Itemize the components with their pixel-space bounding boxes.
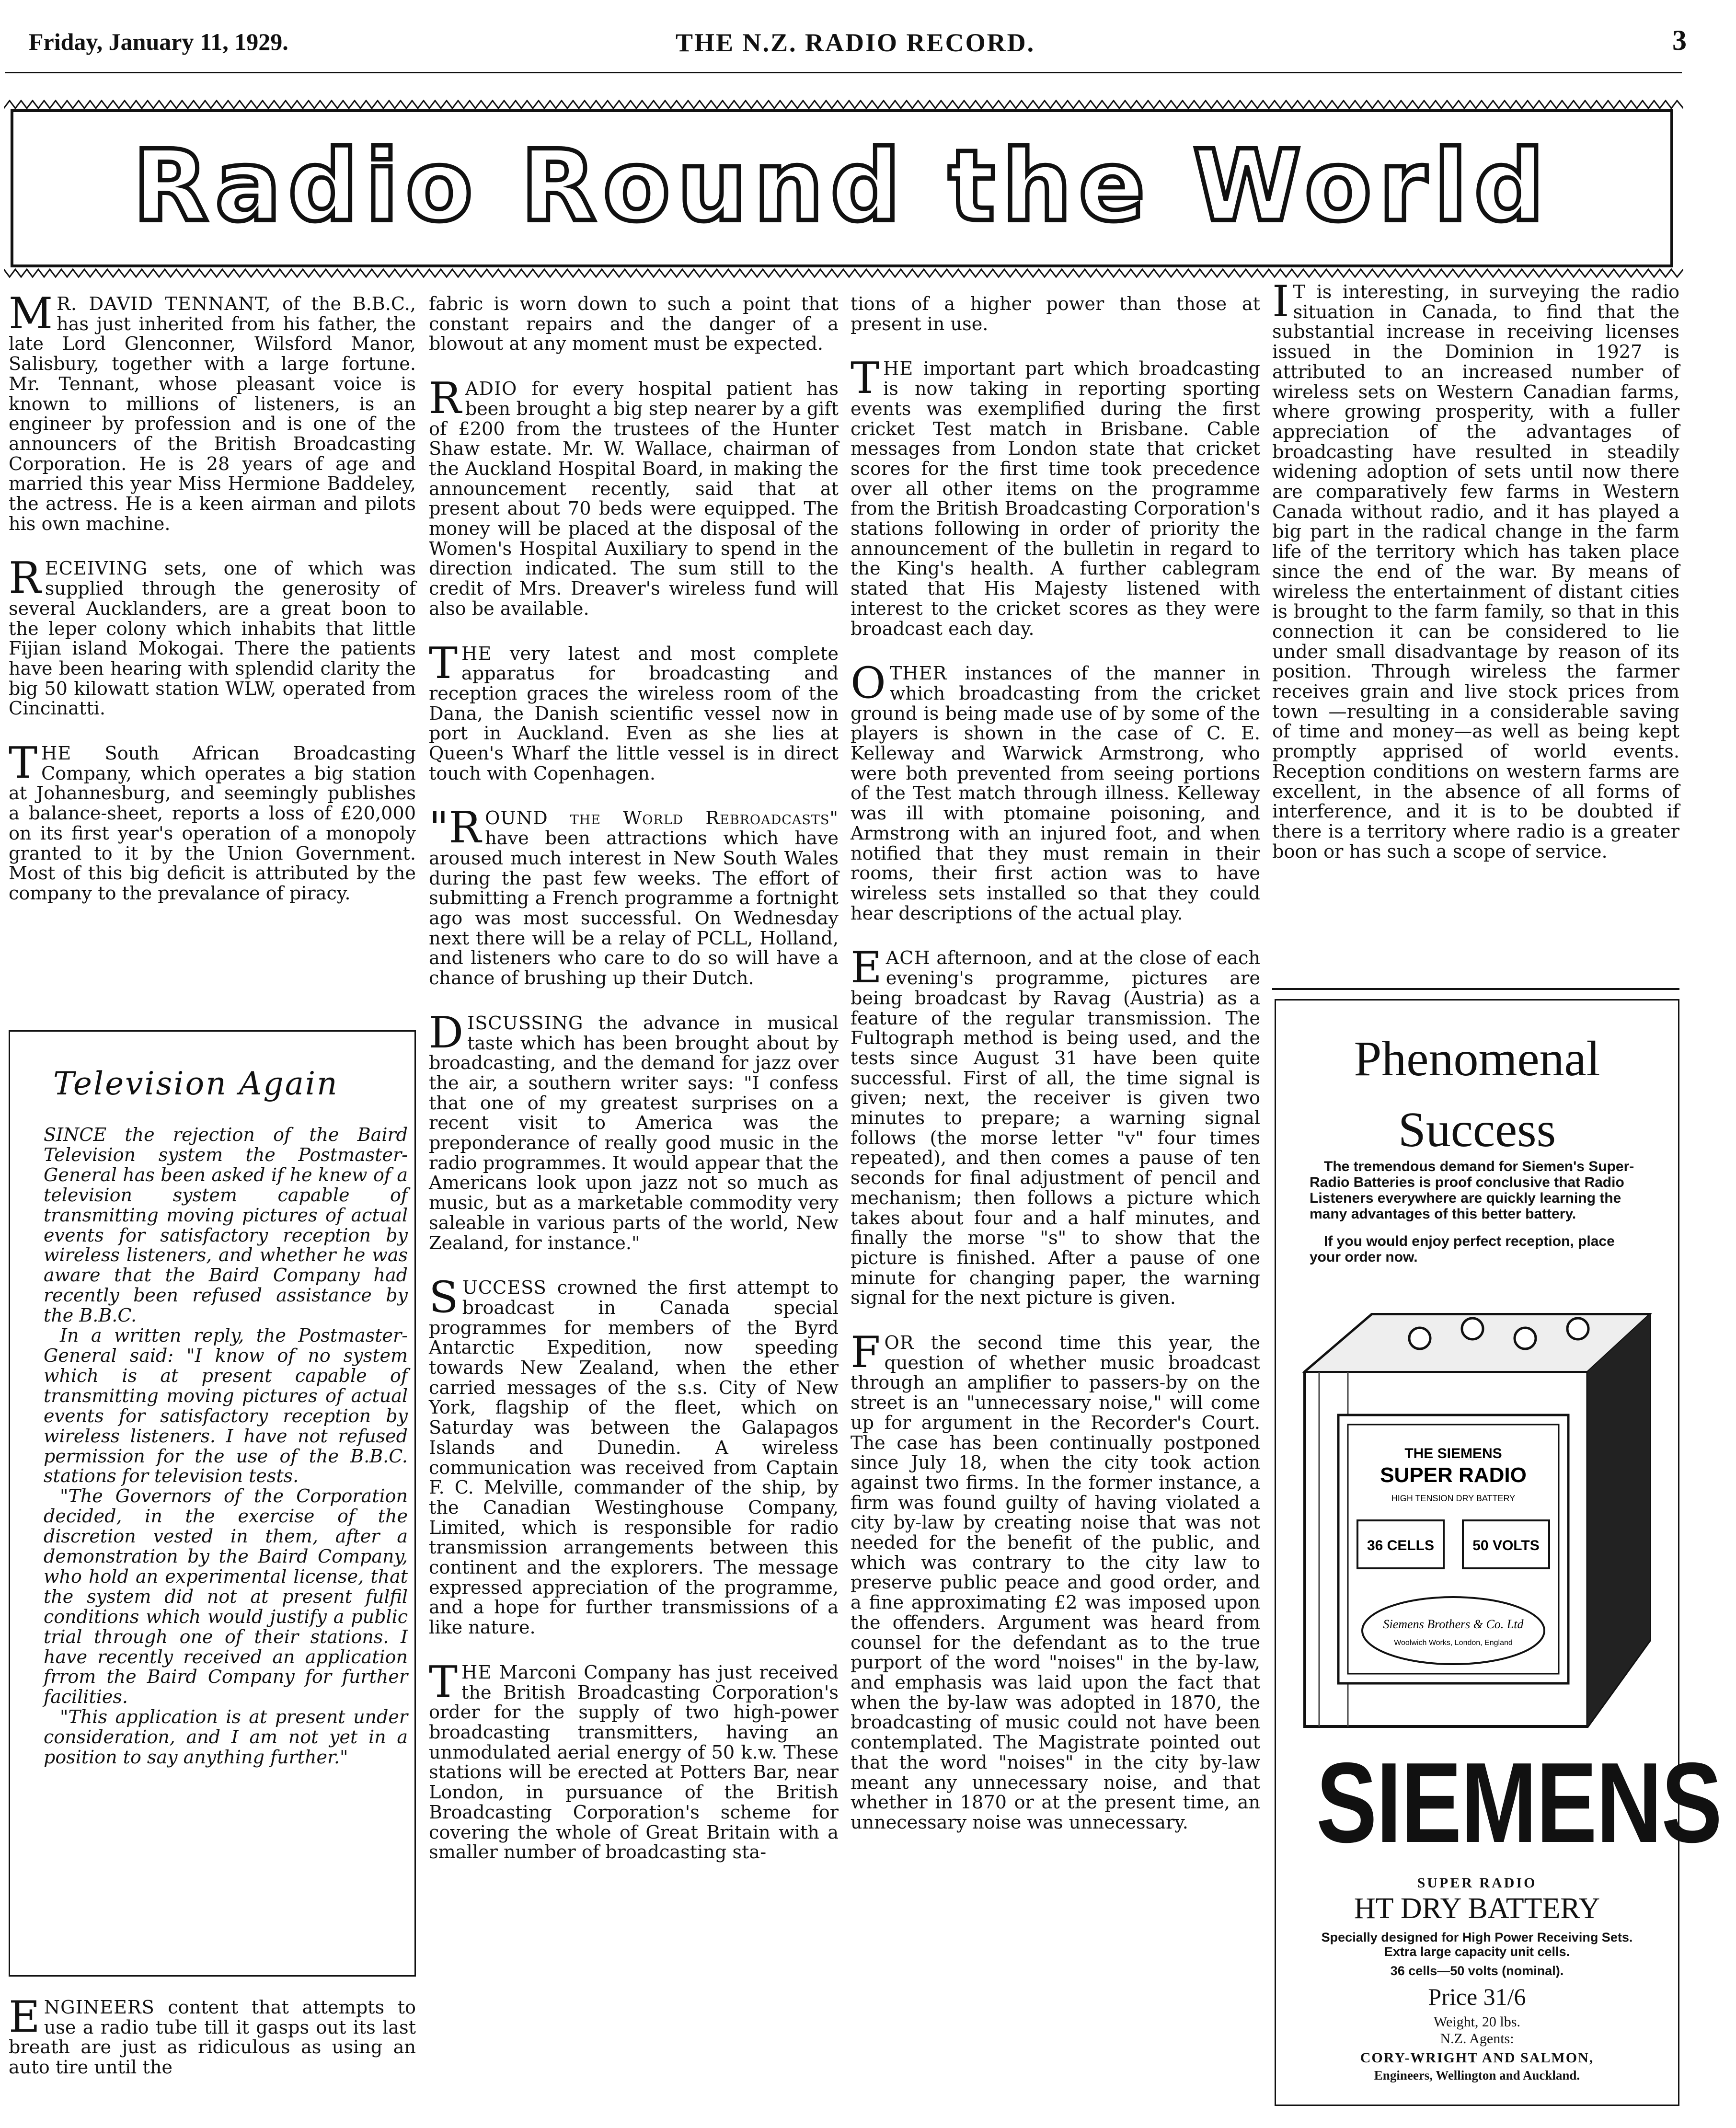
ad-headline: Success [1398,1102,1556,1157]
lead-in: T [1293,282,1306,303]
ad-copy: The tremendous demand for Siemen's Super-Radio Batteries is proof conclusive that Radio Listeners everywhere are quickly learning the many advantages of this better battery. [1310,1159,1634,1222]
label-address: Woolwich Works, London, England [1394,1639,1513,1647]
lead-in: ADIO [465,379,517,400]
article-body: afternoon, and at the close of each evening's programme, pictures are being broadcast by Ravag (Austria) as a feature of the regular transmission. The Fultograph method is being used, and the tests since August 31 have been quite successful. First of all, the time signal is given; next, the receiver is given two minutes to prepare; a warning signal follows (the morse letter "v" four times repeated), and then comes a pause of ten seconds for final adjustment of pencil and mechanism; then follows a picture which takes about four and a half minutes, and finally the morse "s" to show that the picture is finished. After a pause of one minute for changing paper, the warning signal for the next picture is given. [851,948,1260,1309]
terminal-icon [1409,1328,1430,1349]
banner-bottom-border [4,268,1683,278]
article-body: South African Broadcasting Company, which operates a big station at Johannesburg, and seemingly publishes a balance-sheet, reports a loss of £20,000 on its first year's operation of a monopoly granted to it by the Union Government. Most of this big deficit is attributed by the company to the prevalance of piracy. [9,743,416,904]
drop-cap: R [9,553,41,604]
television-box [9,1030,416,1977]
article-byrd [429,1272,839,1639]
terminal-icon [1515,1328,1536,1349]
article-south-african [9,738,416,904]
siemens-logo: SIEMENS [1316,1739,1722,1866]
ad-agents: CORY-WRIGHT AND SALMON, [1360,2050,1594,2066]
article-body: of the B.B.C., has just inherited from his father, the late Lord Glenconner, Wilsford Manor, Salisbury, together with a large fortune. Mr. Tennant, whose pleasant voice is known to millions of listeners, is an engineer by profession and is one of the announcers of the British Broadcasting Corporation. He is 28 years of age and married this year Miss Hermione Baddeley, the actress. He is a keen airman and pilots his own machine. [9,294,416,535]
drop-cap: "R [429,803,482,853]
drop-cap: T [9,738,38,789]
drop-cap: E [9,1992,40,2042]
drop-cap: T [429,638,458,689]
drop-cap: T [429,1656,458,1707]
lead-in: ISCUSSING [467,1012,584,1034]
lead-in: HE [883,358,914,380]
article-body: content that attempts to use a radio tube till it gasps out its last breath are just as ridiculous as using an auto tire until the [9,1997,416,2079]
publication-title: THE N.Z. RADIO RECORD. [676,28,1035,57]
column-4-rule [1272,988,1679,990]
running-header [29,24,1687,61]
article-continuation [851,295,1260,334]
section-banner [11,109,1673,267]
column-1-bottom [9,1992,416,2103]
article-body: important part which broadcasting is now taking in reporting sporting events was exemplified during the first cricket Test match in Brisbane. Cable messages from London state that cricket scores for the first time took precedence over all other items on the programme from the British Broadcasting Corporation's stations following in order of priority the announcement of the bulletin in regard to the King's health. A further cablegram stated that His Majesty listened with interest to the cricket scores as they were broadcast each day. [851,358,1260,640]
battery-illustration [1300,1276,1655,1736]
article-body: Marconi Company has just received the British Broadcasting Corporation's order for the supply of two high-power broadcasting transmitters, having an unmodulated aerial energy of 50 k.w. These stations will be erected at Potters Bar, near London, in pursuance of the British Broadcasting Corporation's scheme for covering the whole of Great Britain with a smaller number of broadcasting sta- [429,1662,839,1863]
article-hospital [429,373,839,620]
drop-cap: R [429,373,461,424]
television-para: In a written reply, the Postmaster-General said: "I know of no system which is at present capable of transmitting moving pictures of actual events for satisfactory reception by wireless listeners. I have not refused permission for the use of the B.B.C. stations for television tests. [44,1325,408,1487]
television-title: Television Again [53,1065,339,1102]
lead-in: HE [461,643,492,665]
article-body: tions of a higher power than those at present in use. [851,294,1260,335]
label-cells: 36 CELLS [1367,1538,1435,1553]
issue-date: Friday, January 11, 1929. [29,28,288,55]
television-text [44,1125,408,1768]
article-cricket [851,353,1260,640]
article-body: crowned the first attempt to broadcast in Canada special programmes for members of the Byrd Antarctic Expedition, now speeding towards New Zealand, when the ether carried messages of the s.s. City of New York, flagship of the fleet, which on Saturday was between the Galapagos Islands and Dunedin. A wireless communication was received from Captain F. C. Melville, commander of the ship, by the Canadian Westinghouse Company, Limited, which is responsible for radio transmission arrangements between this continent and the explorers. The message expressed appreciation of the programme, and a hope for further transmissions of a like nature. [429,1277,839,1639]
column-4 [1272,276,1679,887]
article-ravag [851,943,1260,1309]
ad-weight: Weight, 20 lbs. [1434,2014,1520,2030]
article-canada [1272,276,1679,863]
ad-cells: 36 cells—50 volts (nominal). [1390,1964,1564,1978]
article-marconi [429,1656,839,1863]
banner-top-border [4,100,1683,109]
ad-price: Price 31/6 [1428,1983,1526,2010]
article-body: sets, one of which was supplied through the generosity of several Aucklanders, are a great boon to the leper colony which inhabits that little Fijian island Mokogai. There the patients have been hearing with splendid clarity the big 50 kilowatt station WLW, operated from Cincinatti. [9,558,416,720]
article-noise [851,1327,1260,1833]
lead-in: THER [889,663,947,685]
ad-agents-location: Engineers, Wellington and Auckland. [1374,2068,1580,2082]
ad-product: HT DRY BATTERY [1354,1892,1600,1925]
lead-in: OUND the World Rebroadcasts" [485,808,839,829]
lead-in: HE [41,743,72,765]
drop-cap: D [429,1007,464,1058]
drop-cap: O [851,658,886,709]
article-jazz [429,1007,839,1254]
ad-body [1310,1159,1640,1277]
label-maker: Siemens Brothers & Co. Ltd [1383,1617,1524,1631]
ad-agents-label: N.Z. Agents: [1440,2031,1514,2047]
article-engineers [9,1992,416,2079]
article-tennant [9,288,416,535]
drop-cap: I [1272,276,1289,327]
drop-cap: S [429,1272,459,1323]
television-para: "This application is at present under consideration, and I am not yet in a position to say anything further." [44,1706,408,1768]
lead-in: ECEIVING [45,558,148,580]
page-number: 3 [1672,24,1687,56]
lead-in: OR [884,1333,914,1354]
drop-cap: E [851,943,882,993]
article-leper-colony [9,553,416,720]
article-body: very latest and most complete apparatus for broadcasting and reception graces the wireless room of the Dana, the Danish scientific vessel now in port in Auckland. Even as she lies at Queen's Wharf the little vessel is in direct touch with Copenhagen. [429,643,839,784]
banner-title: Radio Round the World [132,129,1552,243]
label-product: SUPER RADIO [1380,1463,1527,1487]
ad-copy: If you would enjoy perfect reception, place your order now. [1310,1233,1615,1265]
label-sub: HIGH TENSION DRY BATTERY [1391,1494,1516,1503]
terminal-icon [1567,1318,1588,1339]
ad-spec: Specially designed for High Power Receiving Sets. Extra large capacity unit cells. [1321,1930,1633,1959]
label-brand: THE SIEMENS [1404,1446,1502,1461]
lead-in: UCCESS [462,1277,547,1299]
header-rule [5,72,1682,73]
article-dana [429,638,839,784]
article-rebroadcasts [429,803,839,989]
article-body: the advance in musical taste which has been brought about by broadcasting, and the demand for jazz over the air, a southern writer says: "I confess that one of my greatest surprises on a recent visit to America was the preponderance of really good music in the radio programmes. It would appear that the Americans look upon jazz not so much as music, but as a marketable commodity very saleable in various parts of the world, New Zealand, for instance." [429,1012,839,1254]
lead-in: NGINEERS [44,1997,155,2018]
television-para: "The Governors of the Corporation decided, in the exercise of the discretion vested in them, after a demonstration by the Baird Company, who hold an experimental license, that the system did not at present fulfil conditions which would justify a public trial through one of their stations. I have recently received an application frrom the Baird Company for further facilities. [44,1485,408,1708]
article-body: have been attractions which have aroused much interest in New South Wales during the past few weeks. The effort of submitting a French programme a fortnight ago was most successful. On Wednesday next there will be a relay of PCLL, Holland, and listeners who care to do so will have a chance of brushing up their Dutch. [429,828,839,989]
terminal-icon [1462,1318,1483,1339]
drop-cap: M [9,288,53,339]
siemens-advertisement [1275,999,1722,2106]
drop-cap: T [851,353,880,404]
article-continuation [429,295,839,355]
label-volts: 50 VOLTS [1472,1538,1540,1553]
article-body: the second time this year, the question of whether music broadcast through an amplifier to passers-by on the street is an "unnecessary noise," will come up for argument in the Recorder's Court. The case has been continually postponed since July 18, when the city took action against two firms. In the former instance, a firm was found guilty of having violated a city by-law by creating noise that was not needed for the benefit of the public, and which was contrary to the city law to preserve public peace and good order, and a fine approximating £2 was imposed upon the offenders. Argument was heard from counsel for the defendant as to the true purport of the word "noises" in the by-law, and emphasis was laid upon the fact that when the by-law was adopted in 1870, the broadcasting of music could not have been contemplated. The Magistrate pointed out that the word "noises" in the city by-law meant any unnecessary noise, and that whether in 1870 or at the present time, an unnecessary noise was unnecessary. [851,1333,1260,1833]
article-kelleway [851,658,1260,924]
drop-cap: F [851,1327,881,1378]
article-body: for every hospital patient has been brought a big step nearer by a gift of £200 from the trustees of the Hunter Shaw estate. Mr. W. Wallace, chairman of the Auckland Hospital Board, in making the announcement recently, said that at present about 70 beds were equipped. The money will be placed at the disposal of the Women's Hospital Auxiliary to spend in the direction indicated. The sum still to the credit of Mrs. Dreaver's wireless fund will also be available. [429,379,839,620]
ad-headline: Phenomenal [1354,1031,1600,1086]
article-body: is interesting, in surveying the radio situation in Canada, to find that the substantial increase in receiving licenses issued in the Dominion in 1927 is attributed to an increased number of wireless sets on Western Canadian farms, where growing prosperity, with a fuller appreciation of the advantages of broadcasting have resulted in steadily widening adoption of sets until now there are comparatively few farms in Western Canada without radio, and it has played a big part in the radical change in the farm life of the territory which has taken place since the end of the war. By means of wireless the entertainment of distant cities is brought to the farm family, so that in this connection it can be considered to lie under small disadvantage by reason of its position. Through wireless the farmer receives grain and live stock prices from town —resulting in a considerable saving of time and money—as well as being kept promptly apprised of world events. Reception conditions on western farms are excellent, in the absence of all forms of interference, and it is to be doubted if there is a territory where radio is a greater boon or has such a scope of service. [1272,282,1679,863]
column-3 [851,295,1260,1858]
article-body: fabric is worn down to such a point that constant repairs and the danger of a blowout at any moment must be expected. [429,294,839,355]
lead-in: HE [461,1662,492,1683]
lead-in: R. DAVID TENNANT, [57,294,271,315]
ad-super-radio: SUPER RADIO [1417,1875,1537,1891]
article-body: instances of the manner in which broadcasting from the cricket ground is being made use of by some of the players is shown in the case of C. E. Kelleway and Warwick Armstrong, who were both prevented from seeing portions of the Test match through illness. Kelleway was ill with ptomaine poisoning, and Armstrong with an injured foot, and when notified that they must remain in their rooms, their first action was to have wireless sets installed so that they could hear descriptions of the actual play. [851,663,1260,924]
television-para: SINCE the rejection of the Baird Television system the Postmaster-General has been asked if he knew of a television system capable of transmitting moving pictures of actual events for satisfactory reception by wireless listeners, and whether he was aware that the Baird Company had recently been refused assistance by the B.B.C. [44,1124,408,1326]
column-2 [429,295,839,1888]
column-1 [9,288,416,929]
lead-in: ACH [885,948,931,969]
